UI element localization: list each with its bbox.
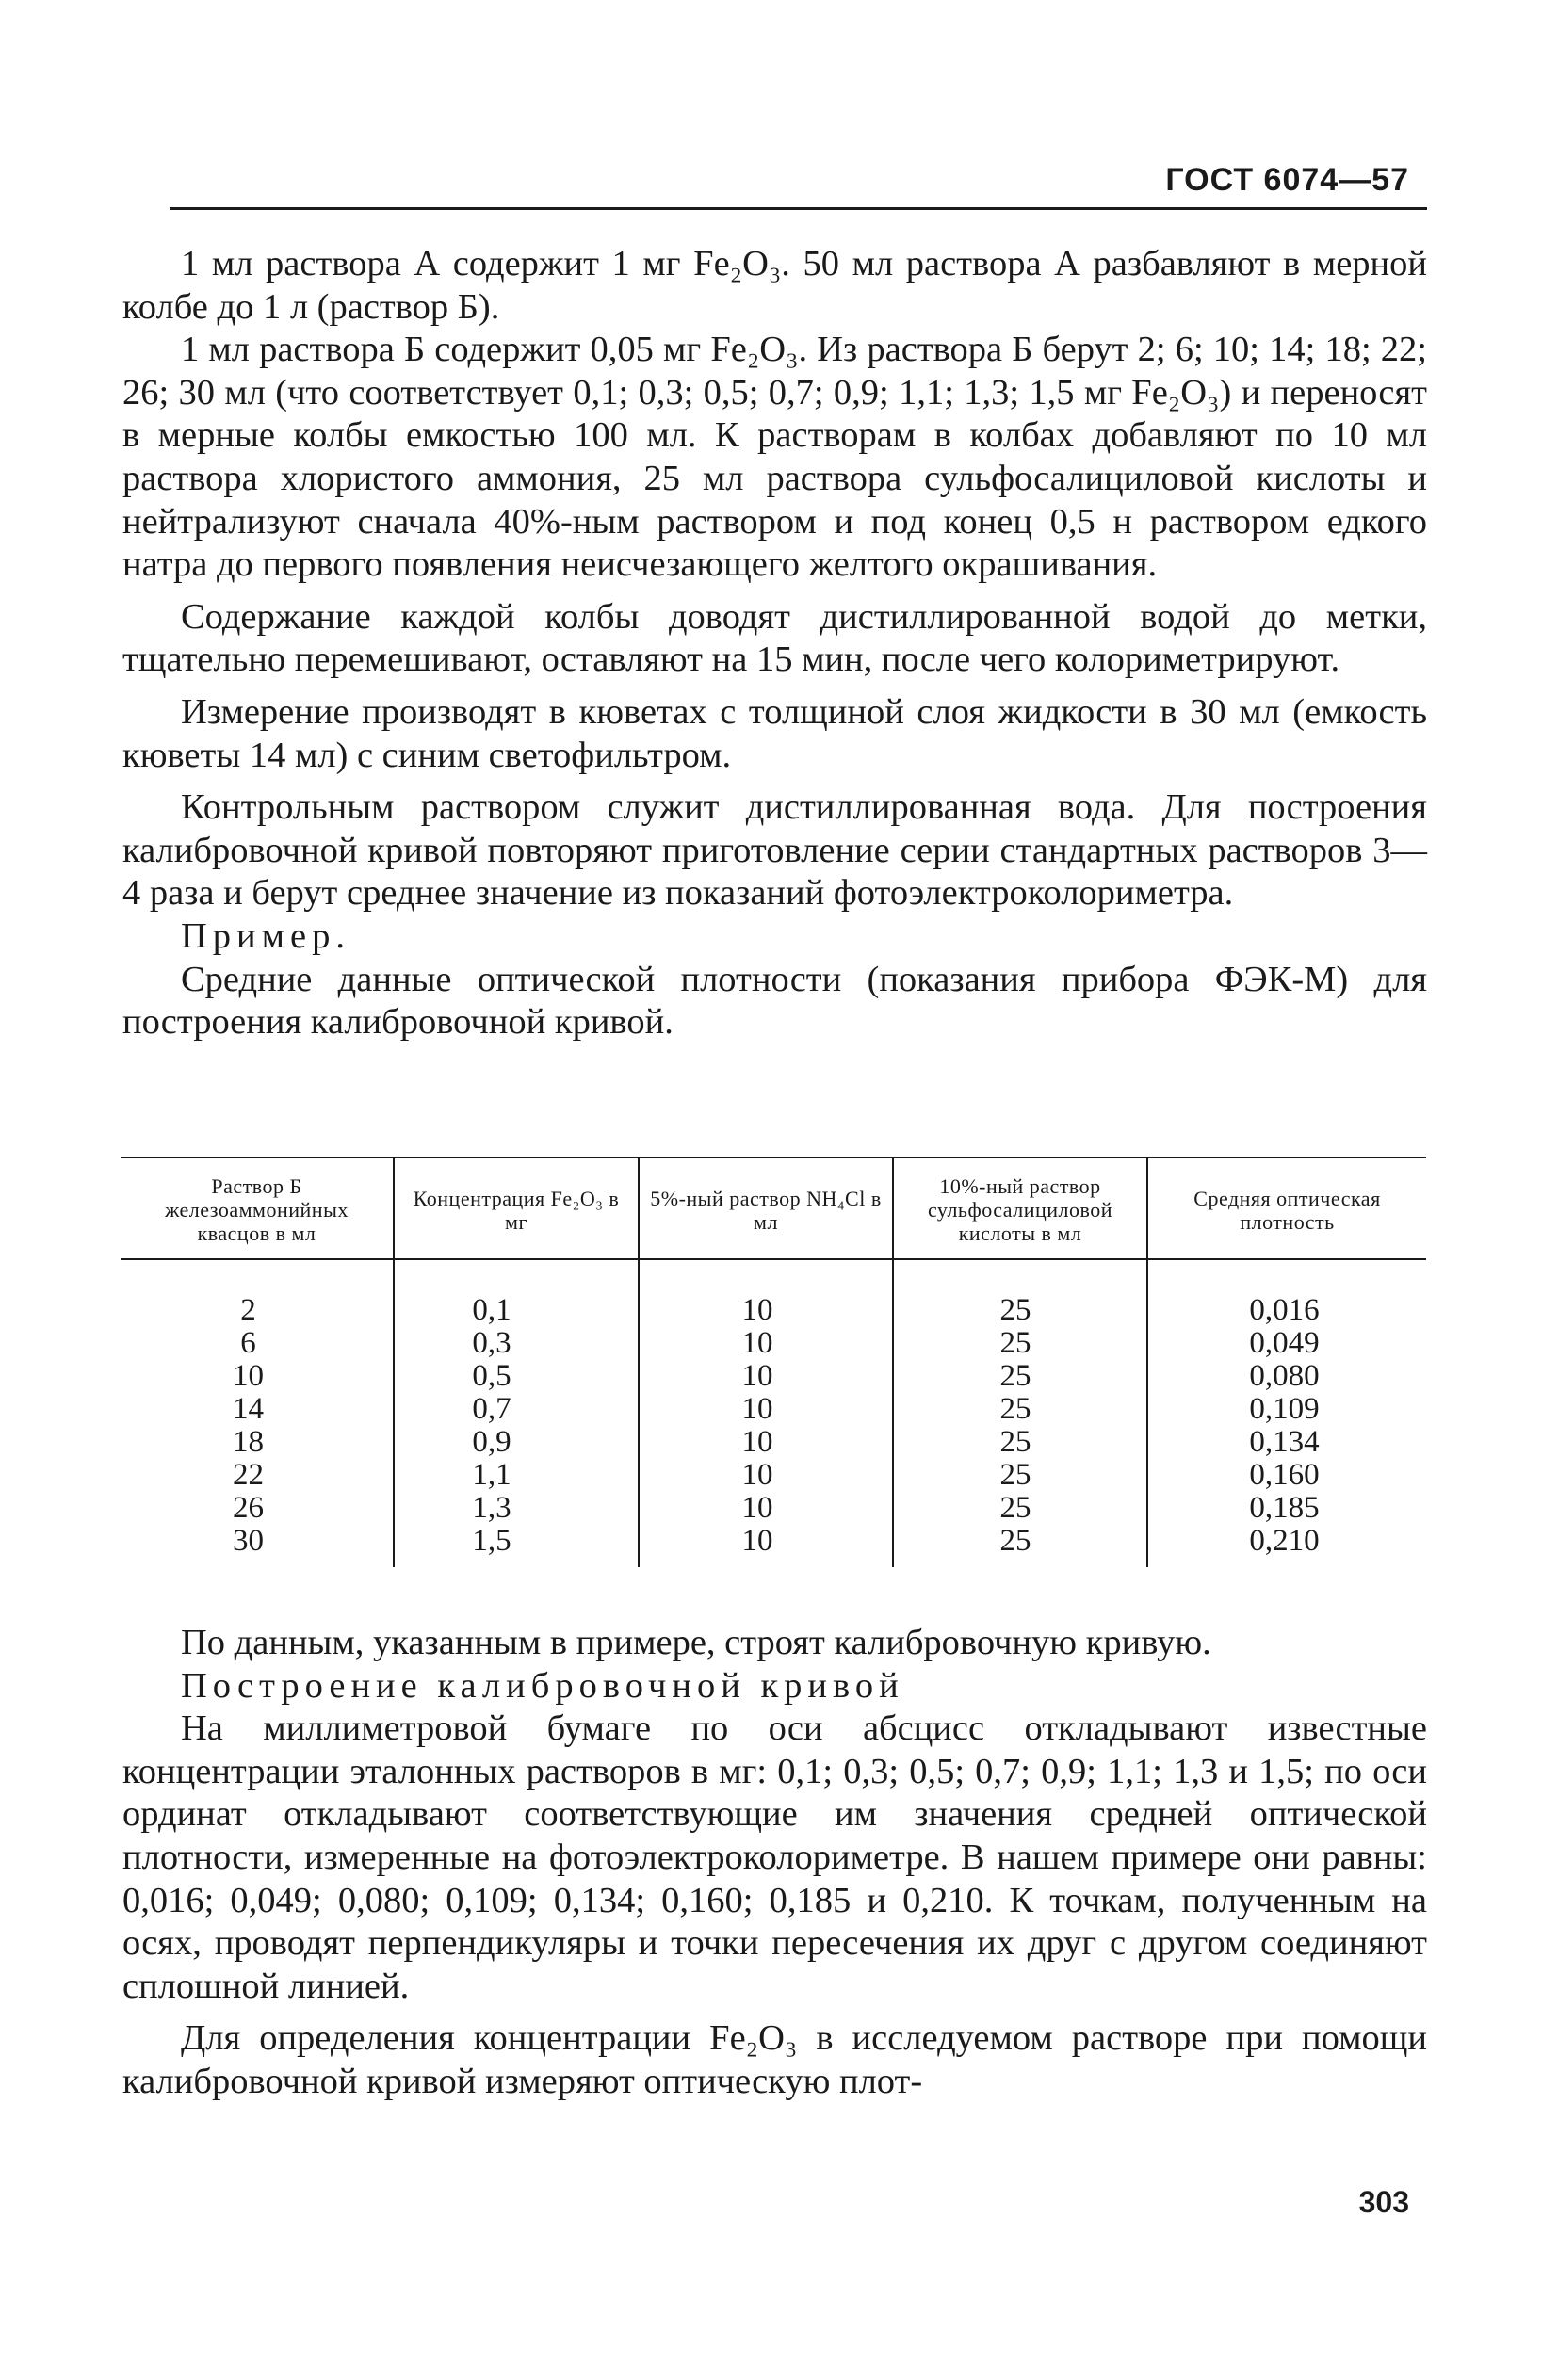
table-cell: 10 [639,1492,893,1525]
example-heading: Пример. [181,915,350,956]
table-cell: 0,185 [1147,1492,1426,1525]
table-row [121,1492,1426,1525]
paragraph-graph-paper: На миллиметровой бумаге по оси абсцисс откладывают известные концентрации эталонных растворов в мг: 0,1; 0,3; 0,5; 0,7; 0,9; 1,1; 1,3 и 1,5; по оси ординат откладывают соответствующие им значения средней оптической плотности, измеренные на фотоэлектроколориметре. В нашем примере они равны: 0,016; 0,049; 0,080; 0,109; 0,134; 0,160; 0,185 и 0,210. К точкам, полученным на осях, проводят перпендикуляры и точки пересечения их друг с другом соединяют сплошной линией. [122,1708,1427,2006]
col-header-nh4cl: 5%-ный раствор NH₄Cl в мл [639,1158,893,1259]
table-cell: 6 [240,1326,256,1360]
table-cell: 10 [639,1259,893,1327]
table-cell: 14 [233,1392,264,1426]
table-header-row [121,1158,1426,1259]
table-row [121,1393,1426,1426]
table-cell: 18 [233,1425,264,1459]
table-row [121,1426,1426,1459]
paragraph-standard-series: 1 мл раствора Б содержит 0,05 мг Fe₂O₃. Из раствора Б берут 2; 6; 10; 14; 18; 22; 26; 30 мл (что соответствует 0,1; 0,3; 0,5; 0,7; 0,9; 1,1; 1,3; 1,5 мг Fe₂O₃) и переносят в мерные колбы емкостью 100 мл. К растворам в колбах добавляют по 10 мл раствора хлористого аммония, 25 мл раствора сульфосалициловой кислоты и нейтрализуют сначала 40%-ным раствором и под конец 0,5 н раствором едкого натра до первого появления неисчезающего желтого окрашивания. [122,330,1427,585]
table-row [121,1259,1426,1327]
table-cell: 0,3 [394,1327,639,1360]
table-cell: 30 [233,1524,264,1558]
table-cell: 10 [639,1525,893,1567]
table-cell: 25 [893,1459,1147,1492]
table-cell: 0,049 [1147,1327,1426,1360]
table-cell: 0,9 [394,1426,639,1459]
table-cell: 26 [233,1491,264,1525]
table-cell: 10 [639,1393,893,1426]
table-cell: 25 [893,1525,1147,1567]
paragraph-example-intro: Средние данные оптической плотности (показания прибора ФЭК-М) для построения калибровочной кривой. [122,959,1427,1043]
table-cell: 0,134 [1147,1426,1426,1459]
body-text-bottom [122,1622,1427,2104]
table-cell: 25 [893,1259,1147,1327]
table-cell: 0,080 [1147,1360,1426,1393]
document-code-header: ГОСТ 6074—57 [1165,162,1409,198]
table-cell: 25 [893,1492,1147,1525]
table-cell: 25 [893,1360,1147,1393]
paragraph-determination: Для определения концентрации Fe₂O₃ в исследуемом растворе при помощи калибровочной кривой измеряют оптическую плот- [122,2018,1427,2101]
paragraph-colorimetry: Содержание каждой колбы доводят дистиллированной водой до метки, тщательно перемешивают, оставляют на 15 мин, после чего колориметрируют. [122,596,1427,680]
table-row [121,1459,1426,1492]
body-text-top [122,243,1427,1044]
table-cell: 0,109 [1147,1393,1426,1426]
table-cell: 0,5 [394,1360,639,1393]
table-cell: 10 [639,1327,893,1360]
section-heading-calibration-curve: Построение калибровочной кривой [181,1665,904,1706]
table-cell: 0,1 [394,1259,639,1327]
header-rule [170,207,1427,210]
paragraph-build-curve: По данным, указанным в примере, строят калибровочную кривую. [181,1623,1211,1662]
table-cell: 1,1 [394,1459,639,1492]
table-cell: 25 [893,1426,1147,1459]
table-cell: 0,160 [1147,1459,1426,1492]
paragraph-control-solution: Контрольным раствором служит дистиллированная вода. Для построения калибровочной кривой повторяют приготовление серии стандартных растворов 3—4 раза и берут среднее значение из показаний фотоэлектроколориметра. [122,787,1427,914]
table-cell: 25 [893,1393,1147,1426]
table-cell: 0,7 [394,1393,639,1426]
col-header-concentration: Концентрация Fe₂O₃ в мг [394,1158,639,1259]
table-cell: 1,5 [394,1525,639,1567]
col-header-sulfosalicylic: 10%-ный раствор сульфосалициловой кислоты в мл [893,1158,1147,1259]
page-number: 303 [1358,2185,1409,2219]
table-cell: 25 [893,1327,1147,1360]
table-cell: 10 [639,1426,893,1459]
table-row [121,1360,1426,1393]
paragraph-solution-b: 1 мл раствора А содержит 1 мг Fe₂O₃. 50 мл раствора А разбавляют в мерной колбе до 1 л (раствор Б). [122,244,1427,327]
table-row [121,1525,1426,1567]
table-cell: 0,210 [1147,1525,1426,1567]
table-cell: 10 [639,1360,893,1393]
col-header-solution-b: Раствор Б железоаммонийных квасцов в мл [121,1158,394,1259]
table-row [121,1327,1426,1360]
table-cell: 10 [639,1459,893,1492]
col-header-optical-density: Средняя оптическая плотность [1147,1158,1426,1259]
table-cell: 10 [233,1359,264,1393]
optical-density-table [121,1157,1426,1567]
paragraph-measurement: Измерение производят в кюветах с толщиной слоя жидкости в 30 мл (емкость кюветы 14 мл) с синим светофильтром. [122,691,1427,775]
table-cell: 2 [240,1293,256,1327]
table-cell: 22 [233,1458,264,1492]
table-cell: 1,3 [394,1492,639,1525]
table-cell: 0,016 [1147,1259,1426,1327]
